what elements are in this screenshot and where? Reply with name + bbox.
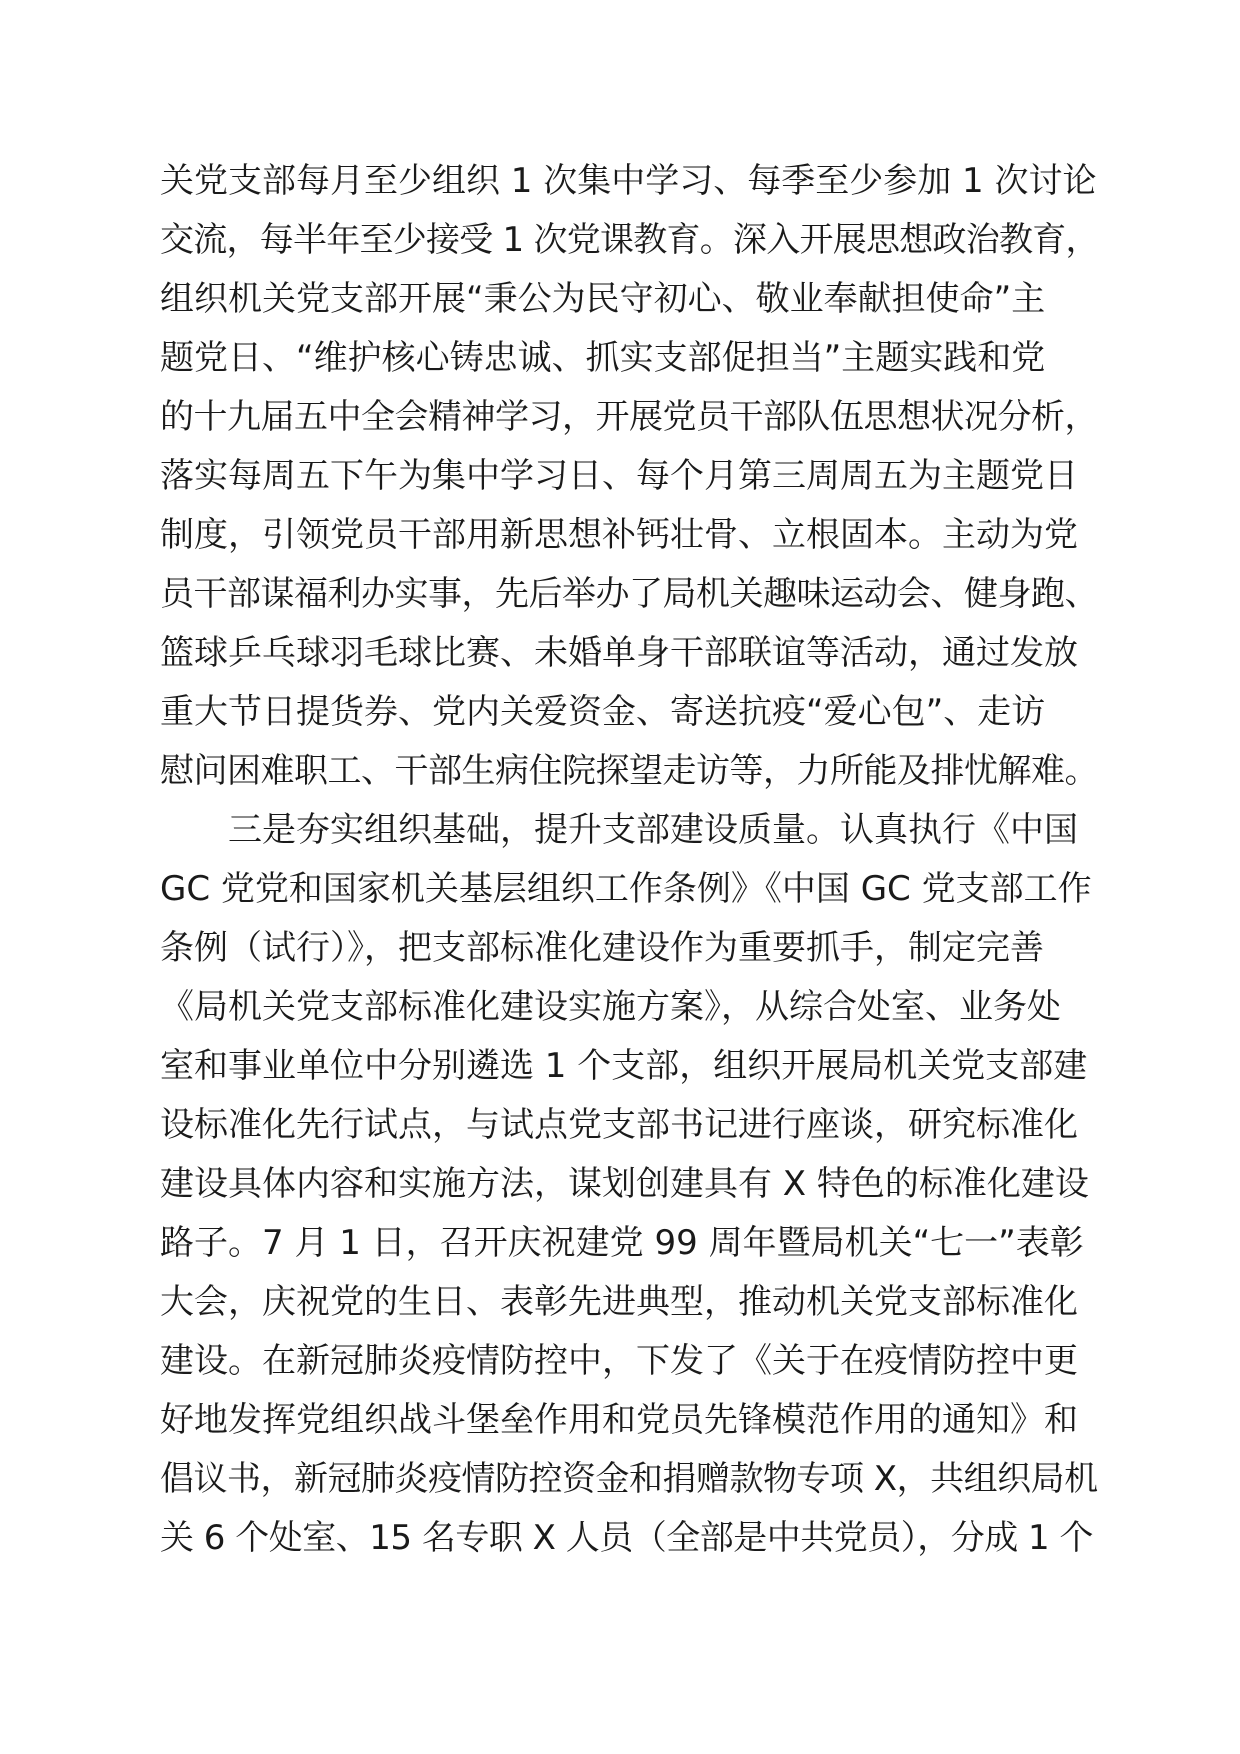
body-text bbox=[160, 152, 1100, 1568]
paragraph-start-line: 三是夯实组织基础，提升支部建设质量。认真执行《中国 bbox=[228, 810, 1078, 850]
text-line: 慰问困难职工、干部生病住院探望走访等，力所能及排忧解难。 bbox=[160, 751, 1098, 791]
text-line: 交流，每半年至少接受 1 次党课教育。深入开展思想政治教育， bbox=[160, 220, 1099, 260]
text-line: 组织机关党支部开展“秉公为民守初心、敬业奉献担使命”主 bbox=[160, 279, 1046, 319]
text-line: 关党支部每月至少组织 1 次集中学习、每季至少参加 1 次讨论 bbox=[160, 161, 1097, 201]
text-line: 重大节日提货券、党内关爱资金、寄送抗疫“爱心包”、走访 bbox=[160, 692, 1046, 732]
text-line: 《局机关党支部标准化建设实施方案》，从综合处室、业务处 bbox=[160, 987, 1061, 1027]
text-line: 大会，庆祝党的生日、表彰先进典型，推动机关党支部标准化 bbox=[160, 1282, 1078, 1322]
text-line: 室和事业单位中分别遴选 1 个支部，组织开展局机关党支部建 bbox=[160, 1046, 1088, 1086]
text-line: 员干部谋福利办实事，先后举办了局机关趣味运动会、健身跑、 bbox=[160, 574, 1098, 614]
text-line: 制度，引领党员干部用新思想补钙壮骨、立根固本。主动为党 bbox=[160, 515, 1078, 555]
text-line: 倡议书，新冠肺炎疫情防控资金和捐赠款物专项 X，共组织局机 bbox=[160, 1459, 1098, 1499]
text-line: 篮球乒乓球羽毛球比赛、未婚单身干部联谊等活动，通过发放 bbox=[160, 633, 1078, 673]
text-line: 的十九届五中全会精神学习，开展党员干部队伍思想状况分析， bbox=[160, 397, 1098, 437]
text-line: 条例（试行）》，把支部标准化建设作为重要抓手，制定完善 bbox=[160, 928, 1044, 968]
text-line: 建设具体内容和实施方法，谋划创建具有 X 特色的标准化建设 bbox=[160, 1164, 1089, 1204]
text-line: 设标准化先行试点，与试点党支部书记进行座谈，研究标准化 bbox=[160, 1105, 1078, 1145]
text-line: GC 党党和国家机关基层组织工作条例》《中国 GC 党支部工作 bbox=[160, 869, 1092, 909]
text-line: 关 6 个处室、15 名专职 X 人员（全部是中共党员），分成 1 个 bbox=[160, 1518, 1093, 1558]
text-line: 建设。在新冠肺炎疫情防控中，下发了《关于在疫情防控中更 bbox=[160, 1341, 1078, 1381]
text-line: 好地发挥党组织战斗堡垒作用和党员先锋模范作用的通知》和 bbox=[160, 1400, 1078, 1440]
text-line: 路子。7 月 1 日，召开庆祝建党 99 周年暨局机关“七一”表彰 bbox=[160, 1223, 1084, 1263]
text-line: 题党日、“维护核心铸忠诚、抓实支部促担当”主题实践和党 bbox=[160, 338, 1046, 378]
text-line: 落实每周五下午为集中学习日、每个月第三周周五为主题党日 bbox=[160, 456, 1078, 496]
